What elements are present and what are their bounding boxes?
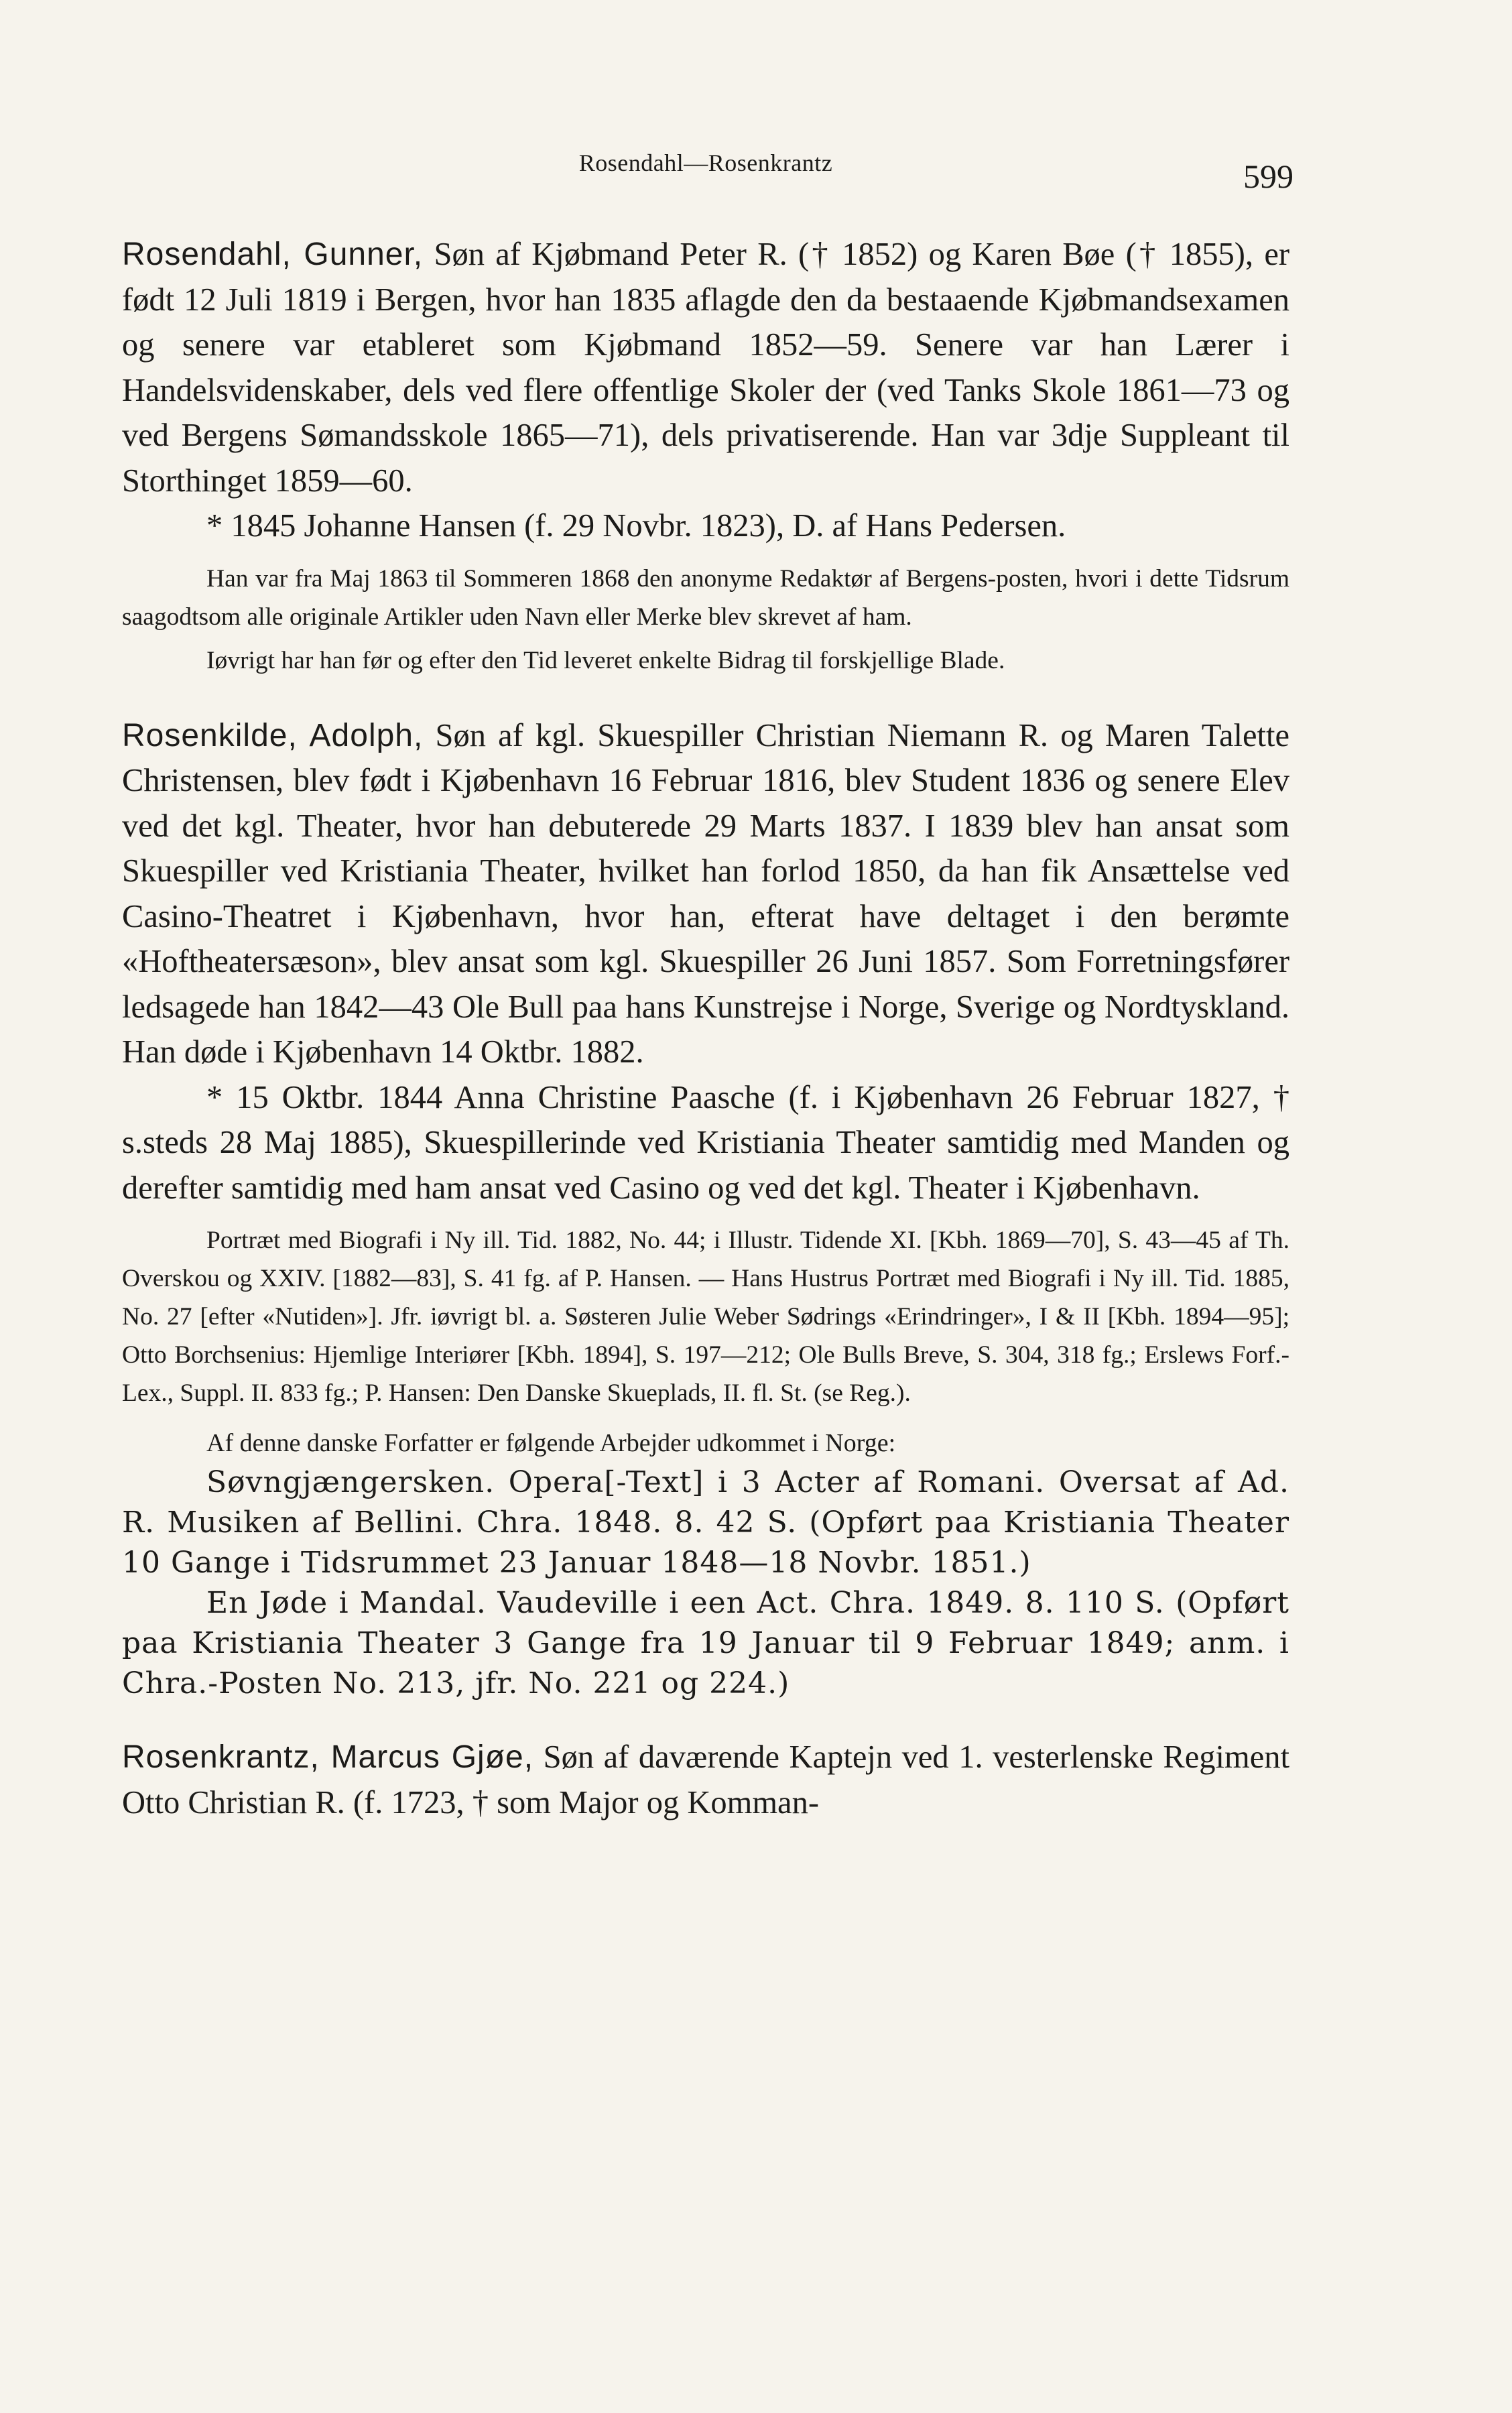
running-title: Rosendahl—Rosenkrantz (578, 149, 833, 176)
note-rosenkilde-sources: Portræt med Biografi i Ny ill. Tid. 1882, No. 44; i Illustr. Tidende XI. [Kbh. 1869—70], S. 43—45 af Th. Overskou og XXIV. [1882—83], S. 41 fg. af P. Hansen. — Hans Hustrus Portræt med Biografi i Ny ill. Tid. 1885, No. 27 [efter «Nutiden»]. Jfr. iøvrigt bl. a. Søsteren Julie Weber Sødrings «Erindringer», I & II [Kbh. 1894—95]; Otto Borchsenius: Hjemlige Interiører [Kbh. 1894], S. 197—212; Ole Bulls Breve, S. 304, 318 fg.; Erslews Forf.-Lex., Suppl. II. 833 fg.; P. Hansen: Den Danske Skueplads, II. fl. St. (se Reg.). (122, 1227, 1289, 1407)
entry-rosenkilde (122, 713, 1289, 1075)
entry-rosendahl-text: Søn af Kjøbmand Peter R. († 1852) og Karen Bøe († 1855), er født 12 Juli 1819 i Bergen, hvor han 1835 aflagde den da bestaaende Kjøbmandsexamen og senere var etableret som Kjøbmand 1852—59. Senere var han Lærer i Handelsvidenskaber, dels ved flere offentlige Skoler der (ved Tanks Skole 1861—73 og ved Bergens Sømandsskole 1865—71), dels privatiserende. Han var 3dje Suppleant til Storthinget 1859—60. (122, 237, 1289, 499)
entry-rosenkilde-text: Søn af kgl. Skuespiller Christian Niemann R. og Maren Talette Christensen, blev født i Kjøbenhavn 16 Februar 1816, blev Student 1836 og senere Elev ved det kgl. Theater, hvor han debuterede 29 Marts 1837. I 1839 blev han ansat som Skuespiller ved Kristiania Theater, hvilket han forlod 1850, da han fik Ansættelse ved Casino-Theatret i Kjøbenhavn, hvor han, efterat have deltaget i den berømte «Hoftheatersæson», blev ansat som kgl. Skuespiller 26 Juni 1857. Som Forretningsfører ledsagede han 1842—43 Ole Bull paa hans Kunstrejse i Norge, Sverige og Nordtyskland. Han døde i Kjøbenhavn 14 Oktbr. 1882. (122, 717, 1289, 1070)
note-rosendahl-1: Han var fra Maj 1863 til Sommeren 1868 den anonyme Redaktør af Bergens-posten, hvori i dette Tidsrum saagodtsom alle originale Artikler uden Navn eller Merke blev skrevet af ham. (122, 564, 1289, 631)
works-intro: Af denne danske Forfatter er følgende Arbejder udkommet i Norge: (206, 1429, 896, 1457)
marriage-rosendahl: * 1845 Johanne Hansen (f. 29 Novbr. 1823), D. af Hans Pedersen. (206, 508, 1066, 544)
marriage-rosenkilde: * 15 Oktbr. 1844 Anna Christine Paasche (f. i Kjøbenhavn 26 Februar 1827, † s.steds 28 Maj 1885), Skuespillerinde ved Kristiania Theater samtidig med Manden og derefter samtidig med ham ansat ved Casino og ved det kgl. Theater i Kjøbenhavn. (122, 1079, 1289, 1206)
running-head (122, 149, 1294, 196)
note-rosendahl-2: Iøvrigt har han før og efter den Tid leveret enkelte Bidrag til forskjellige Blade. (206, 646, 1005, 674)
work-item: Søvngjængersken. Opera[-Text] i 3 Acter af Romani. Oversat af Ad. R. Musiken af Bellini. Chra. 1848. 8. 42 S. (Opført paa Kristiania Theater 10 Gange i Tidsrummet 23 Januar 1848—18 Novbr. 1851.) (122, 1465, 1289, 1580)
page-number: 599 (1243, 158, 1294, 195)
entry-rosenkrantz-text: Søn af daværende Kaptejn ved 1. vesterlenske Regiment Otto Christian R. (f. 1723, † som Major og Komman- (122, 1739, 1289, 1820)
entry-rosendahl (122, 232, 1289, 503)
entry-rosenkrantz (122, 1735, 1289, 1825)
work-item: En Jøde i Mandal. Vaudeville i een Act. Chra. 1849. 8. 110 S. (Opført paa Kristiania Theater 3 Gange fra 19 Januar til 9 Februar 1849; anm. i Chra.-Posten No. 213, jfr. No. 221 og 224.) (122, 1586, 1289, 1700)
page-content (122, 149, 1294, 1825)
headword-rosendahl: Rosendahl, Gunner, (122, 237, 424, 272)
headword-rosenkrantz: Rosenkrantz, Marcus Gjøe, (122, 1739, 534, 1775)
headword-rosenkilde: Rosenkilde, Adolph, (122, 717, 424, 753)
